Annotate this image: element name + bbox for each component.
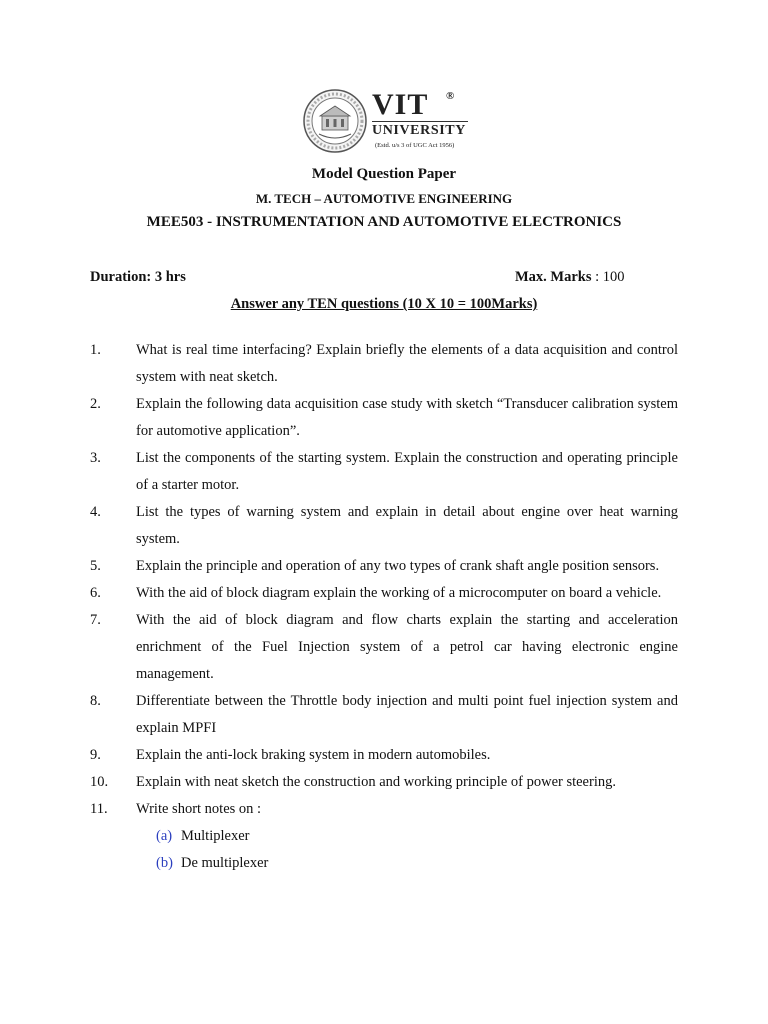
question-item	[0, 337, 678, 391]
question-number: 10.	[90, 774, 109, 790]
university-seal-icon	[302, 88, 368, 154]
sub-item-text: De multiplexer	[181, 855, 269, 871]
paper-title: Model Question Paper	[311, 166, 457, 182]
max-marks	[515, 269, 625, 286]
question-text: Write short notes on :	[136, 801, 262, 817]
logo-brand: VIT	[372, 88, 429, 121]
question-item	[0, 769, 678, 796]
program-name: M. TECH – AUTOMOTIVE ENGINEERING	[255, 191, 513, 206]
course-title: MEE503 - INSTRUMENTATION AND AUTOMOTIVE ELECTRONICS	[146, 214, 622, 230]
sub-item	[0, 850, 768, 877]
question-number: 7.	[90, 612, 101, 628]
question-number: 11.	[90, 801, 108, 817]
question-number: 5.	[90, 558, 101, 574]
logo-university: UNIVERSITY	[372, 123, 466, 138]
question-text: With the aid of block diagram and flow charts explain the starting and acceleration enrichment of the Fuel Injection system of a petrol car having electronic engine management.	[136, 612, 678, 682]
sub-item	[0, 823, 768, 850]
question-item	[0, 391, 678, 445]
question-text: Explain the following data acquisition case study with sketch “Transducer calibration system for automotive application”.	[136, 396, 678, 439]
question-item	[0, 688, 678, 742]
max-marks-value: : 100	[591, 269, 625, 285]
question-number: 2.	[90, 396, 101, 412]
duration: Duration: 3 hrs	[90, 269, 186, 285]
logo-divider	[372, 121, 468, 122]
question-number: 4.	[90, 504, 101, 520]
question-number: 8.	[90, 693, 101, 709]
question-text: What is real time interfacing? Explain briefly the elements of a data acquisition and control system with neat sketch.	[136, 342, 678, 385]
question-item	[0, 445, 678, 499]
sub-item-letter: (b)	[156, 855, 173, 871]
question-number: 6.	[90, 585, 101, 601]
sub-item-text: Multiplexer	[181, 828, 250, 844]
question-text: List the types of warning system and explain in detail about engine over heat warning system.	[136, 504, 678, 547]
vit-logo	[302, 88, 472, 158]
question-item	[0, 553, 678, 580]
question-item	[0, 742, 678, 769]
question-item	[0, 499, 678, 553]
instruction: Answer any TEN questions (10 X 10 = 100Marks)	[230, 296, 538, 312]
question-text: With the aid of block diagram explain the working of a microcomputer on board a vehicle.	[136, 585, 662, 601]
registered-mark: ®	[446, 90, 455, 102]
question-text: List the components of the starting system. Explain the construction and operating principle of a starter motor.	[136, 450, 678, 493]
max-marks-label: Max. Marks	[515, 269, 592, 285]
question-number: 3.	[90, 450, 101, 466]
question-number: 9.	[90, 747, 101, 763]
question-text: Explain the principle and operation of any two types of crank shaft angle position sensors.	[136, 558, 660, 574]
question-number: 1.	[90, 342, 101, 358]
question-text: Explain with neat sketch the construction and working principle of power steering.	[136, 774, 616, 790]
question-list	[0, 337, 768, 877]
question-text: Differentiate between the Throttle body injection and multi point fuel injection system and explain MPFI	[136, 693, 678, 736]
question-item	[0, 580, 678, 607]
question-text: Explain the anti-lock braking system in modern automobiles.	[136, 747, 491, 763]
sub-item-letter: (a)	[156, 828, 173, 844]
logo-estd: (Estd. u/s 3 of UGC Act 1956)	[375, 142, 455, 149]
question-item	[0, 796, 678, 823]
question-item	[0, 607, 678, 688]
